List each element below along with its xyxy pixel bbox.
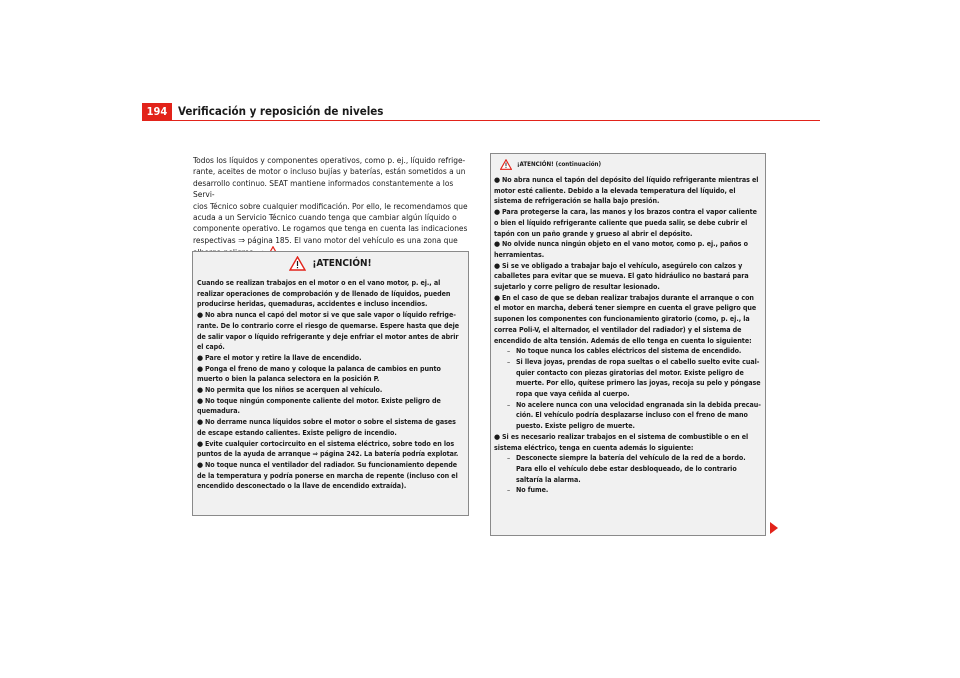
page-reference-link[interactable]: página 185. El vano motor del vehículo es una zona que — [245, 234, 458, 245]
warning-bullet — [494, 432, 762, 453]
warning-bullet — [494, 239, 762, 260]
warning-dash-item — [494, 346, 762, 357]
warning-bullet — [494, 207, 762, 239]
bullet-icon: ● — [494, 432, 501, 441]
warning-bullet — [197, 385, 464, 396]
warning-bullet — [197, 353, 464, 364]
bullet-icon: ● — [197, 396, 204, 405]
bullet-icon: ● — [494, 261, 501, 270]
warning-bullet — [494, 175, 762, 207]
warning-dash-text: No fume. — [516, 485, 549, 495]
warning-dash-text: No acelere nunca con una velocidad engranada sin la debida precau-ción. El vehículo podría desplazarse incluso con el freno de mano puesto. Existe peligro de muerte. — [516, 399, 761, 431]
page-title: Verificación y reposición de niveles — [178, 104, 384, 118]
warning-box-continued — [490, 153, 766, 536]
dash-icon: – — [507, 453, 511, 463]
header-rule — [142, 120, 820, 121]
warning-bullet — [494, 293, 762, 347]
warning-dash-text: Desconecte siempre la batería del vehículo de la red de a bordo. Para ello el vehículo debe estar desbloqueado, de lo contrario saltaría la alarma. — [516, 453, 746, 484]
intro-paragraph — [193, 155, 469, 259]
bullet-icon: ● — [197, 460, 204, 469]
warning-intro: Cuando se realizan trabajos en el motor o en el vano motor, p. ej., al realizar operaciones de comprobación y de llenado de líquidos, pueden producirse heridas, quemaduras, accidentes e incluso incendios. — [197, 278, 451, 309]
bullet-icon: ● — [494, 293, 501, 302]
bullet-icon: ● — [197, 418, 204, 427]
dash-icon: – — [507, 356, 511, 366]
intro-line: componente operativo. Le rogamos que tenga en cuenta las indicaciones — [193, 223, 468, 234]
intro-line: Todos los líquidos y componentes operativos, como p. ej., líquido refrige- — [193, 155, 466, 165]
intro-line: cios Técnico sobre cualquier modificación. Por ello, le recomendamos que — [193, 200, 468, 211]
next-page-arrow-icon[interactable] — [770, 522, 778, 534]
intro-line: rante, aceites de motor o incluso bujías y baterías, están sometidos a un — [193, 166, 466, 177]
warning-bullet — [197, 396, 464, 417]
warning-header — [494, 154, 762, 175]
warning-dash-item — [494, 485, 762, 496]
bullet-icon: ● — [494, 240, 501, 249]
warning-dash-text: Si lleva joyas, prendas de ropa sueltas o el cabello suelto evite cual-quier contacto con piezas giratorias del motor. Existe peligro de muerte. Por ello, quítese primero las joyas, recoja su pelo y póngase ropa que vaya ceñida al cuerpo. — [516, 356, 761, 399]
warning-title: ¡ATENCIÓN! — [312, 258, 372, 269]
warning-bullet — [197, 439, 464, 460]
reference-arrow-icon: ⇒ — [238, 234, 246, 245]
warning-bullet-text: Para protegerse la cara, las manos y los brazos contra el vapor caliente o bien el líquido refrigerante caliente que pueda salir, se debe cubrir el tapón con un paño grande y grueso al abrir el depósito. — [494, 207, 757, 238]
warning-bullet — [197, 364, 464, 385]
warning-bullet — [494, 261, 762, 293]
bullet-icon: ● — [197, 364, 204, 373]
warning-bullet-text: No abra nunca el tapón del depósito del líquido refrigerante mientras el motor esté caliente. Debido a la elevada temperatura del líquido, el sistema de refrigeración se halla bajo presión. — [494, 175, 759, 206]
warning-bullet — [197, 460, 464, 492]
bullet-icon: ● — [494, 208, 501, 217]
bullet-icon: ● — [197, 386, 204, 395]
warning-dash-item — [494, 453, 762, 485]
warning-box — [192, 251, 469, 516]
warning-header — [197, 252, 464, 275]
bullet-icon: ● — [197, 311, 204, 320]
warning-triangle-icon — [500, 159, 512, 170]
dash-icon: – — [507, 346, 511, 356]
warning-bullet-text: No abra nunca el capó del motor si ve que sale vapor o líquido refrige-rante. De lo contrario corre el riesgo de quemarse. Espere hasta que deje de salir vapor o líquido refrigerante y deje enfriar el motor antes de abrir el capó. — [197, 310, 460, 352]
warning-dash-item — [494, 400, 762, 432]
warning-body — [197, 278, 464, 492]
page-number: 194 — [142, 103, 172, 120]
warning-body — [494, 175, 762, 496]
bullet-icon: ● — [494, 176, 501, 184]
warning-bullet-text: No olvide nunca ningún objeto en el vano motor, como p. ej., paños o herramientas. — [494, 239, 748, 259]
warning-bullet — [197, 310, 464, 353]
warning-bullet-text: No toque ningún componente caliente del motor. Existe peligro de quemadura. — [197, 395, 441, 416]
dash-icon: – — [507, 399, 511, 409]
warning-dash-item — [494, 357, 762, 400]
warning-bullet-text: Ponga el freno de mano y coloque la palanca de cambios en punto muerto o bien la palanca selectora en la posición P. — [197, 363, 441, 384]
bullet-icon: ● — [197, 439, 204, 448]
warning-triangle-icon — [289, 256, 306, 271]
bullet-icon: ● — [197, 353, 204, 362]
warning-bullet-text: En el caso de que se deban realizar trabajos durante el arranque o con el motor en marcha, deberá tener siempre en cuenta el grave peligro que suponen los componentes con funcionamiento giratorio (como, p. ej., la correa Poli-V, el alternador, el ventilador del radiador) y el sistema de encendido de alta tensión. Además de ello tenga en cuenta lo siguiente: — [494, 292, 757, 345]
warning-bullet-text: Pare el motor y retire la llave de encendido. — [205, 352, 362, 362]
intro-line: respectivas — [193, 234, 239, 245]
intro-line: desarrollo continuo. SEAT mantiene informados constantemente a los Servi- — [193, 177, 454, 200]
warning-bullet-text: No permita que los niños se acerquen al vehículo. — [205, 385, 383, 395]
warning-bullet-text: Evite cualquier cortocircuito en el sistema eléctrico, sobre todo en los puntos de la ayuda de arranque ⇒ página 242. La batería podría explotar. — [197, 438, 459, 459]
warning-bullet — [197, 417, 464, 438]
warning-dash-text: No toque nunca los cables eléctricos del sistema de encendido. — [516, 346, 742, 356]
warning-bullet-text: No toque nunca el ventilador del radiador. Su funcionamiento depende de la temperatura y podría ponerse en marcha de repente (incluso con el encendido desconectado o la llave de encendido extraída). — [197, 459, 458, 491]
dash-icon: – — [507, 485, 511, 495]
warning-bullet-text: Si se ve obligado a trabajar bajo el vehículo, asegúrelo con calzos y caballetes para evitar que se mueva. El gato hidráulico no bastará para sujetarlo y corre peligro de resultar lesionado. — [494, 260, 749, 292]
warning-bullet-text: Si es necesario realizar trabajos en el sistema de combustible o en el sistema eléctrico, tenga en cuenta además lo siguiente: — [494, 431, 749, 452]
intro-line: acuda a un Servicio Técnico cuando tenga que cambiar algún líquido o — [193, 212, 457, 223]
warning-bullet-text: No derrame nunca líquidos sobre el motor o sobre el sistema de gases de escape estando calientes. Existe peligro de incendio. — [197, 417, 456, 437]
warning-title: ¡ATENCIÓN! (continuación) — [517, 161, 602, 168]
